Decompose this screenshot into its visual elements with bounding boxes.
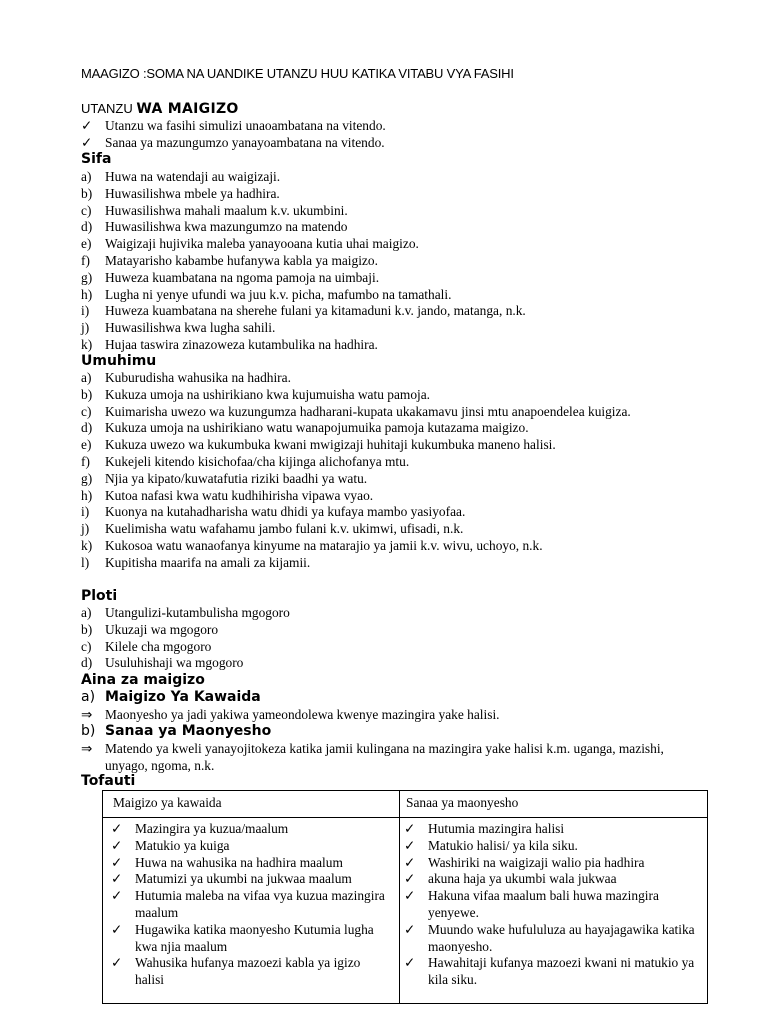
list-item: c) Kilele cha mgogoro (81, 638, 212, 654)
list-item: j) Kuelimisha watu wafahamu jambo fulani k.v. ukimwi, ufisadi, n.k. (81, 521, 464, 537)
table-header-kawaida: Maigizo ya kawaida (113, 795, 222, 810)
kawaida-list (0, 707, 695, 724)
check-icon: ✓ (404, 921, 416, 937)
check-icon: ✓ (111, 854, 123, 870)
list-item: d) Huwasilishwa kwa mazungumzo na matendo (81, 219, 348, 235)
list-item: f) Kukejeli kitendo kisichofaa/cha kijinga alichofanya mtu. (81, 453, 410, 469)
list-item: ✓ Utanzu wa fasihi simulizi unaoambatana na vitendo. (81, 118, 386, 133)
check-icon: ✓ (111, 871, 123, 887)
list-item: ⇒ Matendo ya kweli yanayojitokeza katika jamii kulingana na mazingira yake halisi k.m. uganga, mazishi, unyago, ngoma, n.k. (81, 741, 664, 773)
list-item: e) Kukuza uwezo wa kukumbuka kwani mwigizaji huhitaji kukumbuka maneno halisi. (81, 437, 556, 453)
list-item: f) Matayarisho kabambe hufanywa kabla ya maigizo. (81, 252, 378, 268)
check-icon: ✓ (404, 888, 416, 904)
table-cell-item: ✓ Hugawika katika maonyesho Kutumia lugha kwa njia maalum (111, 921, 374, 954)
check-icon: ✓ (404, 821, 416, 836)
list-item: d) Usuluhishaji wa mgogoro (81, 655, 244, 671)
table-cell-item: ✓ Mazingira ya kuzua/maalum (111, 821, 289, 836)
check-icon: ✓ (404, 837, 416, 853)
check-icon: ✓ (111, 837, 123, 853)
list-item: ⇒ Maonyesho ya jadi yakiwa yameondolewa kwenye mazingira yake halisi. (81, 707, 500, 722)
list-item: k) Hujaa taswira zinazoweza kutambulika na hadhira. (81, 336, 378, 352)
ploti-list (0, 605, 695, 672)
heading-umuhimu: Umuhimu (81, 353, 157, 369)
document-title: MAAGIZO :SOMA NA UANDIKE UTANZU HUU KATIKA VITABU VYA FASIHI (81, 66, 514, 81)
list-item: b) Huwasilishwa mbele ya hadhira. (81, 185, 280, 201)
check-icon: ✓ (111, 955, 123, 971)
subheading-maonyesho: b) Sanaa ya Maonyesho (81, 723, 272, 739)
check-icon: ✓ (111, 921, 123, 937)
table-cell-item: ✓ Huwa na wahusika na hadhira maalum (111, 854, 343, 870)
list-item: g) Huweza kuambatana na ngoma pamoja na uimbaji. (81, 269, 380, 285)
sifa-list (0, 169, 695, 354)
check-icon: ✓ (111, 888, 123, 904)
list-item: a) Kuburudisha wahusika na hadhira. (81, 370, 291, 385)
table-column-kawaida (111, 821, 391, 989)
check-icon: ✓ (81, 118, 93, 133)
list-item: c) Kuimarisha uwezo wa kuzungumza hadharani-kupata ukakamavu jinsi mtu anapoendelea kuigiza. (81, 403, 631, 419)
check-icon: ✓ (404, 854, 416, 870)
table-cell-item: ✓ Matumizi ya ukumbi na jukwaa maalum (111, 871, 352, 887)
heading-ploti: Ploti (81, 588, 118, 604)
table-cell-item: ✓ akuna haja ya ukumbi wala jukwaa (404, 871, 617, 887)
table-cell-item: ✓ Matukio halisi/ ya kila siku. (404, 837, 578, 853)
subheading-kawaida: a) Maigizo Ya Kawaida (81, 689, 261, 705)
list-item: b) Kukuza umoja na ushirikiano kwa kujumuisha watu pamoja. (81, 386, 431, 402)
table-cell-item: ✓ Hawahitaji kufanya mazoezi kwani ni matukio ya kila siku. (404, 955, 695, 988)
table-cell-item: ✓ Matukio ya kuiga (111, 837, 230, 853)
list-item: d) Kukuza umoja na ushirikiano watu wanapojumuika pamoja kutazama maigizo. (81, 420, 529, 436)
table-header-maonyesho: Sanaa ya maonyesho (406, 795, 519, 810)
check-icon: ✓ (111, 821, 123, 836)
check-icon: ✓ (404, 871, 416, 887)
table-cell-item: ✓ Washiriki na waigizaji walio pia hadhira (404, 854, 645, 870)
list-item: l) Kupitisha maarifa na amali za kijamii. (81, 554, 311, 570)
table-column-maonyesho (404, 821, 702, 989)
list-item: j) Huwasilishwa kwa lugha sahili. (81, 320, 276, 336)
list-item: g) Njia ya kipato/kuwatafutia riziki baadhi ya watu. (81, 470, 368, 486)
table-cell-item: ✓ Hakuna vifaa maalum bali huwa mazingira yenyewe. (404, 888, 659, 920)
list-item: b) Ukuzaji wa mgogoro (81, 621, 219, 637)
arrow-right-icon: ⇒ (81, 707, 93, 722)
list-item: a) Utangulizi-kutambulisha mgogoro (81, 605, 290, 620)
section-title-prefix: UTANZU (81, 101, 137, 116)
section-title (81, 100, 239, 118)
table-cell-item: ✓ Hutumia maleba na vifaa vya kuzua mazingira maalum (111, 888, 385, 920)
heading-aina: Aina za maigizo (81, 672, 205, 688)
intro-list (0, 118, 695, 152)
list-item: i) Huweza kuambatana na sherehe fulani ya kitamaduni k.v. jando, matanga, n.k. (81, 303, 526, 319)
section-title-name: WA MAIGIZO (136, 101, 239, 117)
comparison-table (102, 790, 708, 1004)
list-item: ✓ Sanaa ya mazungumzo yanayoambatana na vitendo. (81, 134, 385, 150)
heading-tofauti: Tofauti (81, 773, 136, 789)
arrow-right-icon: ⇒ (81, 741, 93, 756)
list-item: h) Kutoa nafasi kwa watu kudhihirisha vipawa vyao. (81, 487, 374, 503)
list-item: h) Lugha ni yenye ufundi wa juu k.v. picha, mafumbo na tamathali. (81, 286, 452, 302)
check-icon: ✓ (404, 955, 416, 971)
check-icon: ✓ (81, 134, 93, 150)
table-cell-item: ✓ Muundo wake hufululuza au hayajagawika katika maonyesho. (404, 921, 695, 954)
list-item: i) Kuonya na kutahadharisha watu dhidi ya kufaya mambo yasiyofaa. (81, 504, 466, 520)
list-item: k) Kukosoa watu wanaofanya kinyume na matarajio ya jamii k.v. wivu, uchoyo, n.k. (81, 537, 543, 553)
maonyesho-list (0, 741, 695, 775)
umuhimu-list (0, 370, 695, 572)
table-cell-item: ✓ Wahusika hufanya mazoezi kabla ya igizo halisi (111, 955, 361, 988)
heading-sifa: Sifa (81, 151, 112, 167)
table-divider (399, 791, 400, 1003)
list-item: c) Huwasilishwa mahali maalum k.v. ukumbini. (81, 202, 348, 218)
list-item: e) Waigizaji hujivika maleba yanayooana kutia uhai maigizo. (81, 236, 419, 252)
table-divider (103, 817, 707, 818)
table-cell-item: ✓ Hutumia mazingira halisi (404, 821, 565, 836)
list-item: a) Huwa na watendaji au waigizaji. (81, 169, 281, 184)
